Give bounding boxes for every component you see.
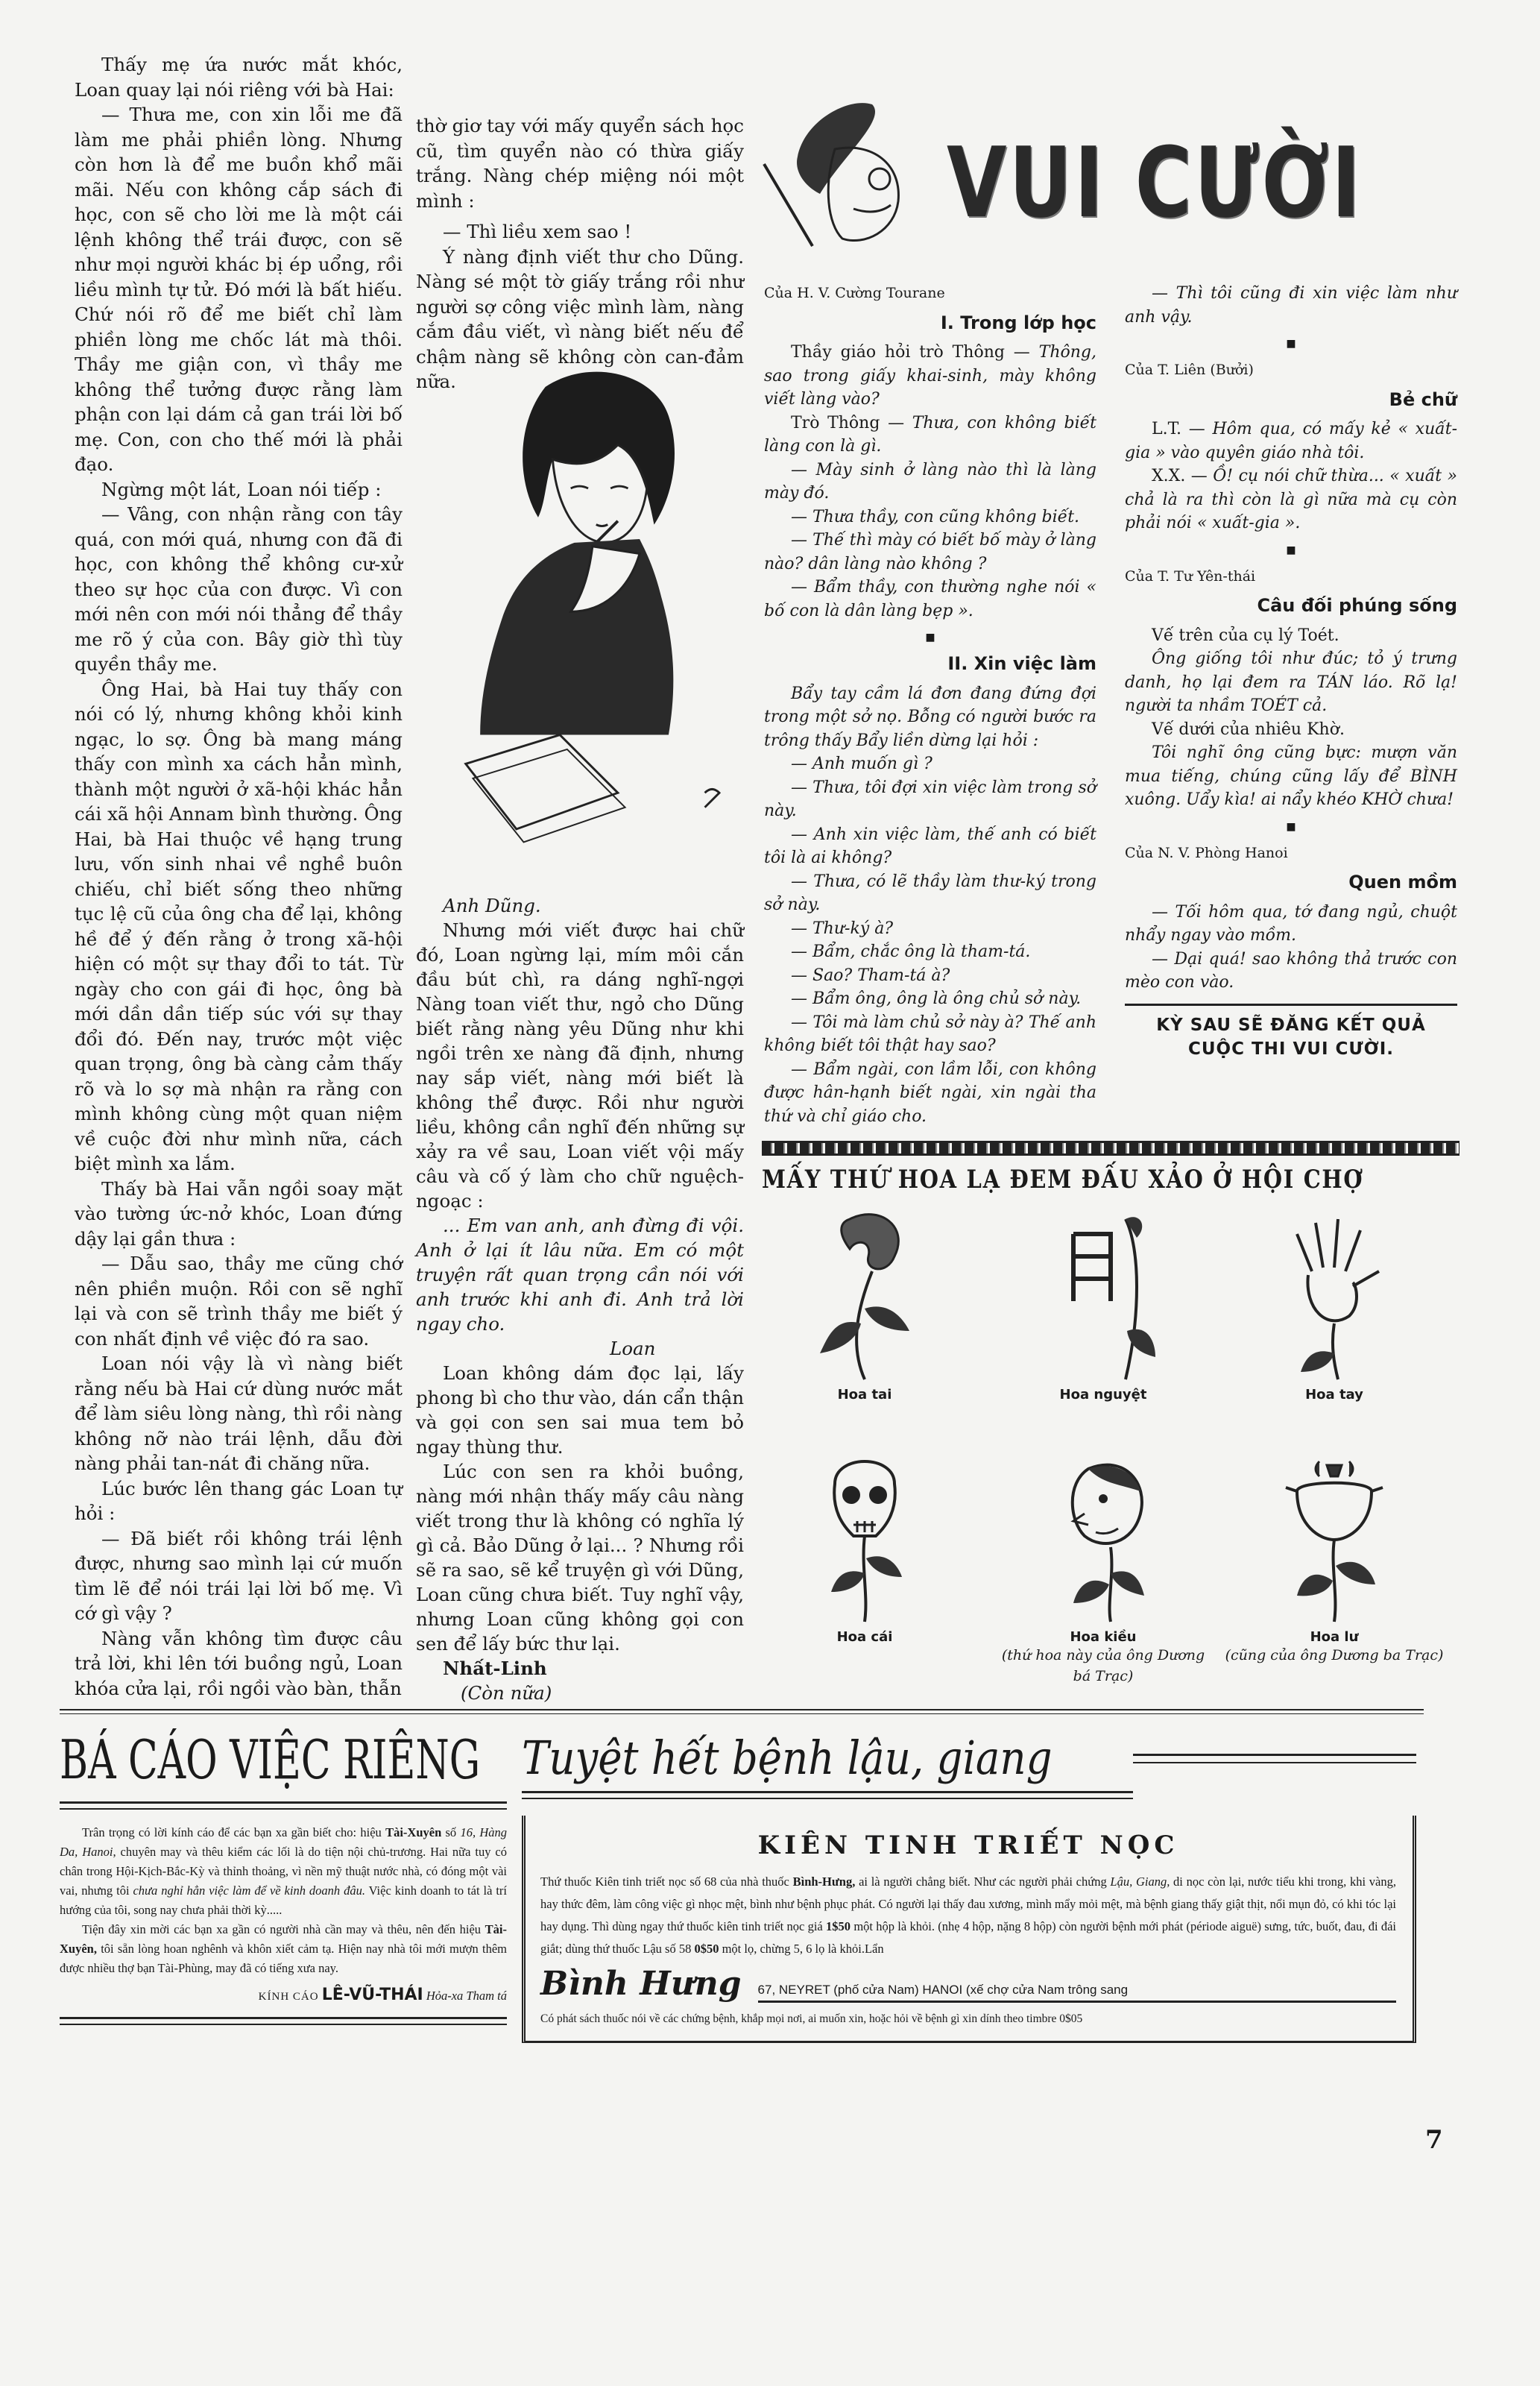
section-divider bbox=[60, 1709, 1424, 1714]
story-column-1 bbox=[75, 52, 403, 1701]
dialogue: Thông, sao trong giấy khai-sinh, mày không viết làng vào? bbox=[764, 343, 1096, 409]
medicine-ad bbox=[522, 1728, 1416, 2043]
flower-label: Hoa kiều bbox=[1070, 1629, 1137, 1645]
flowers-title: MẤY THỨ HOA LẠ ĐEM ĐẤU XẢO Ở HỘI CHỢ bbox=[762, 1165, 1364, 1194]
joke-line: — Thưa thầy, con cũng không biết. bbox=[791, 507, 1080, 526]
face-flower-icon bbox=[1044, 1454, 1163, 1625]
letter-signature: Loan bbox=[610, 1338, 656, 1359]
joke-line: — Dại quá! sao không thả trước con mèo con vào. bbox=[1125, 949, 1457, 992]
brand-name: Bình Hưng bbox=[540, 1965, 742, 2003]
joke-byline: Của T. Liên (Bưởi) bbox=[1125, 362, 1254, 378]
joke-line bbox=[764, 412, 1096, 459]
divider bbox=[1125, 1004, 1457, 1006]
shop-name: Tài-Xuyên, bbox=[60, 1922, 507, 1956]
joke-title: I. Trong lớp học bbox=[940, 312, 1096, 333]
story-paragraph: thờ giơ tay với mấy quyển sách học cũ, tìm quyển nào có thừa giấy trắng. Nàng chép miệng nói một mình : bbox=[416, 115, 744, 212]
ad-body: Thứ thuốc Kiên tinh triết nọc số 68 của nhà thuốc Bình-Hưng, ai là người chẳng biết. Như các người phải chứng Lậu, Giang, di nọc còn lại, nước tiểu khi trong, khi vàng, hay thức đêm, làm công việc gì nhọc mệt, bình như bệnh phục phát. Có người lại thấy đau xương, mình mẩy mỏi mệt, mà bệnh giang thấy giật thịt, nổi mụn đỏ, có khi tóc lại hay dụng. Thì dùng ngay thứ thuốc kiên tinh triết nọc giá 1$50 một hộp là khỏi. (nhẹ 4 hộp, nặng 8 hộp) còn người bệnh mới phát (période aiguë) sưng, tức, buốt, đau, đi đái giắt; dùng thứ thuốc Lậu số 58 0$50 một lọ, chừng 5, 6 lọ là khỏi.Lẩn bbox=[540, 1875, 1397, 1956]
story-column-2-top bbox=[416, 113, 744, 394]
story-paragraph: — Đã biết rồi không trái lệnh được, nhưng sao mình lại cứ muốn tìm lẽ để nói trái lại lời bố mẹ. Vì cớ gì vậy ? bbox=[75, 1527, 403, 1624]
to-be-continued: (Còn nữa) bbox=[461, 1682, 552, 1704]
joke-line bbox=[764, 341, 1096, 412]
moon-character-flower-icon bbox=[1044, 1204, 1163, 1383]
flower-item bbox=[1222, 1454, 1446, 1666]
story-paragraph: Loan nói vậy là vì nàng biết rằng nếu bà Hai cứ dùng nước mắt để làm siêu lòng nàng, thì rồi nàng không nỡ nào trái lệnh, dẫu đời nàng phải tan-nát đi chăng nữa. bbox=[75, 1353, 403, 1474]
dialogue: Thưa, con không biết làng con là gì. bbox=[764, 413, 1097, 456]
joke-byline: Của T. Tư Yên-thái bbox=[1125, 567, 1256, 585]
ear-flower-icon bbox=[805, 1204, 924, 1383]
speaker: X.X. — bbox=[1152, 467, 1208, 485]
story-paragraph: — Dẫu sao, thầy me cũng chớ nên phiền muộn. Rồi con sẽ nghĩ lại và con sẽ trình thầy me biết ý con nhất định về việc đó ra sao. bbox=[75, 1253, 403, 1350]
ad-footer: Có phát sách thuốc nói về các chứng bệnh, khắp mọi nơi, ai muốn xin, hoặc hỏi về bệnh gì xin dính theo timbre 0$05 bbox=[540, 2012, 1083, 2025]
story-paragraph: — Thì liều xem sao ! bbox=[443, 221, 632, 242]
joke-line: Bẩy tay cầm lá đơn đang đứng đợi trong một sở nọ. Bỗng có người bước ra trông thấy Bẩy liền dừng lại hỏi : bbox=[764, 684, 1096, 750]
story-paragraph: — Thưa me, con xin lỗi me đã làm me phải phiền lòng. Nhưng còn hơn là để me buồn khổ mãi mãi. Nếu con không cắp sách đi học, con sẽ cho lời me là một cái lệnh không thể trái được, con sẽ như mọi người khác bị ép uổng, rồi liều mình tự tử. Đó mới là bất hiếu. Chứ nói rõ để me biết chỉ làm phiền lòng me chốc lát mà thôi. Thầy me giận con, vì thầy me không thể tưởng được rằng làm phận con lại dám cả gan trái lời bố mẹ. Con, con cho thế mới là phải đạo. bbox=[75, 104, 403, 475]
joke-line: — Thưa, tôi đợi xin việc làm trong sở này. bbox=[764, 778, 1096, 820]
decorative-border bbox=[762, 1141, 1459, 1156]
notice-line: CUỘC THI VUI CƯỜI. bbox=[1187, 1039, 1395, 1059]
flower-item bbox=[753, 1204, 976, 1403]
divider bbox=[522, 1791, 1133, 1799]
separator-square-icon: ■ bbox=[925, 632, 935, 643]
story-paragraph: Ngừng một lát, Loan nói tiếp : bbox=[101, 478, 382, 500]
story-paragraph: Ý nàng định viết thư cho Dũng. Nàng sé một tờ giấy trắng rồi như người sợ công việc mình làm, nàng cắm đầu viết, vì nàng biết nếu để chậm nàng sẽ không còn can-đảm nữa. bbox=[416, 245, 744, 392]
story-paragraph: Thấy mẹ ứa nước mắt khóc, Loan quay lại nói riêng với bà Hai: bbox=[75, 54, 403, 101]
story-paragraph: Lúc bước lên thang gác Loan tự hỏi : bbox=[75, 1477, 403, 1524]
notice-line: KỲ SAU SẼ ĐĂNG KẾT QUẢ bbox=[1156, 1015, 1426, 1035]
story-paragraph: — Vâng, con nhận rằng con tây quá, con mới quá, nhưng con đã đi học, con không thể không cư-xử theo sự học của con được. Vì con mới nên con mới nói thẳng để thầy me rõ ý của con. Bây giờ thì tùy quyền thầy me. bbox=[75, 503, 403, 675]
flower-label: Hoa tay bbox=[1305, 1387, 1363, 1403]
separator-square-icon: ■ bbox=[1286, 544, 1296, 556]
speaker: Trò Thông — bbox=[791, 413, 905, 432]
separator-square-icon: ■ bbox=[1286, 338, 1296, 350]
joke-line: — Bẩm, chắc ông là tham-tá. bbox=[791, 942, 1031, 961]
ad-headline bbox=[522, 1728, 1133, 1788]
couplet-text: Ông giống tôi như đúc; tỏ ý trưng danh, họ lại đem ra TÁN láo. Rõ lạ! người ta nhầm TOÉT cả. bbox=[1125, 649, 1457, 715]
letter-salutation: Anh Dũng. bbox=[443, 895, 541, 916]
story-paragraph: Loan không dám đọc lại, lấy phong bì cho thư vào, dán cẩn thận và gọi con sen sai mua tem bỏ ngay thùng thư. bbox=[416, 1362, 744, 1458]
joke-title: Quen mồm bbox=[1348, 872, 1457, 893]
vui-cuoi-logo: VUI CƯỜI bbox=[947, 126, 1363, 239]
price: 1$50 bbox=[826, 1919, 851, 1933]
joke-line: — Bẩm thầy, con thường nghe nói « bố con là dân làng bẹp ». bbox=[764, 578, 1096, 620]
dialogue: Hôm qua, có mấy kẻ « xuất-gia » vào quyên giáo nhà tôi. bbox=[1125, 420, 1457, 462]
story-paragraph: Nhưng mới viết được hai chữ đó, Loan ngừng lại, mím môi cắn đầu bút chì, ra dáng nghĩ-ngợi Nàng toan viết thư, ngỏ cho Dũng biết rằng nàng yêu Dũng như khi ngồi trên xe nàng đã định, nhưng nay sắp viết, nàng mới biết là không thể được. Rồi như người liều, không cần nghĩ đến những sự xảy ra về sau, Loan viết vội mấy câu và cố ý làm cho chữ nguệch-ngoạc : bbox=[416, 919, 744, 1212]
story-paragraph: Ông Hai, bà Hai tuy thấy con nói có lý, nhưng không khỏi kinh ngạc, lo sợ. Ông bà mang máng thấy con mình xa cách hẳn mình, thành một người ở xã-hội khác hẳn cái xã hội Annam bình thường. Ông Hai, bà Hai thuộc về hạng trung lưu, vốn sinh nhai về nghề buôn chiếu, chỉ biết sống theo những tục lệ cũ của ông cha để lại, không hề để ý đến rằng ở trong xã-hội hiện có một sự thay đổi to tát. Từ ngày cho con gái đi học, ông bà mới dần dần tiếp súc với sự thay đổi đó. Đến nay, trước một việc quan trọng, ông bà càng cảm thấy rõ và lo sợ mà nhận ra rằng con mình không cùng một quan niệm về cuộc đời như mình nữa, cách biệt mình xa lắm. bbox=[75, 678, 403, 1174]
letter-body: ... Em van anh, anh đừng đi vội. Anh ở lại ít lâu nữa. Em có một truyện rất quan trọng cần nói với anh trước khi anh đi. Anh trả lời ngay cho. bbox=[416, 1215, 744, 1335]
jokes-columns bbox=[764, 282, 1457, 1132]
flower-item bbox=[753, 1454, 976, 1645]
joke-line: — Sao? Tham-tá à? bbox=[791, 966, 950, 985]
joke-line: — Thì tôi cũng đi xin việc làm như anh vậy. bbox=[1125, 284, 1457, 327]
joke-line: — Tối hôm qua, tớ đang ngủ, chuột nhẩy ngay vào mồm. bbox=[1125, 902, 1457, 945]
joke-line: — Mày sinh ở làng nào thì là làng mày đó. bbox=[764, 460, 1096, 503]
divider bbox=[1133, 1754, 1416, 1763]
separator-square-icon: ■ bbox=[1286, 820, 1296, 833]
story-column-2-bottom bbox=[416, 893, 744, 1705]
divider bbox=[60, 2017, 507, 2025]
ad-box bbox=[522, 1816, 1416, 2043]
flower-caption: (cũng của ông Dương ba Trạc) bbox=[1225, 1647, 1444, 1663]
joke-line: — Anh muốn gì ? bbox=[791, 755, 932, 773]
flower-label: Hoa tai bbox=[837, 1387, 892, 1403]
couplet-text: Tôi nghĩ ông cũng bực: mượn văn mua tiếng, chúng cũng lấy để BÌNH xuông. Uẩy kìa! ai nẩy khéo KHỜ chưa! bbox=[1125, 743, 1457, 809]
ad-signature: KÍNH CÁO LÊ-VŨ-THÁI Hỏa-xa Tham tá bbox=[258, 1986, 507, 2004]
joke-line: — Bẩm ngài, con lầm lỗi, con không được hân-hạnh biết ngài, xin ngài tha thứ và chỉ giáo cho. bbox=[764, 1060, 1096, 1126]
story-paragraph: Thấy bà Hai vẫn ngồi soay mặt vào tường ức-nở khóc, Loan đứng dậy lại gần thưa : bbox=[75, 1177, 403, 1250]
ad-paragraph: Tiện đây xin mời các bạn xa gần có người nhà cần may và thêu, nên đến hiệu Tài-Xuyên, tôi sẵn lòng hoan nghênh và khôn xiết cảm tạ. Hiện nay nhà tôi mới mượn thêm được nhiều thợ bạn Tài-Phùng, may đã có tiếng xưa nay. bbox=[60, 1922, 507, 1975]
joke-line bbox=[1125, 465, 1457, 535]
flower-item bbox=[991, 1204, 1215, 1403]
couplet-label: Vế trên của cụ lý Toét. bbox=[1152, 626, 1339, 645]
brand-address: 67, NEYRET (phố cửa Nam) HANOI (xế chợ cửa Nam trông sang bbox=[758, 1983, 1396, 2003]
author-signature: Nhất-Linh bbox=[443, 1658, 547, 1679]
story-paragraph: Lúc con sen ra khỏi buồng, nàng mới nhận thấy mấy câu nàng viết trong thư là không có nghĩa lý gì cả. Bảo Dũng ở lại... ? Nhưng rồi sẽ ra sao, sẽ kể truyện gì với Dũng, Loan cũng chưa biết. Tuy nghĩ vậy, nhưng Loan cũng không gọi con sen để lấy bức thư lại. bbox=[416, 1461, 744, 1655]
flower-item bbox=[1222, 1204, 1446, 1403]
flower-item bbox=[991, 1454, 1215, 1687]
vui-cuoi-header bbox=[760, 89, 1461, 268]
dialogue: Ồ! cụ nói chữ thừa... « xuất » chả là ra thì còn là gì nữa mà cụ còn phải nói « xuất-gia ». bbox=[1125, 467, 1457, 532]
ad-headline-text: Tuyệt hết bệnh lậu, giang bbox=[522, 1731, 1053, 1785]
flower-label: Hoa nguyệt bbox=[1059, 1387, 1147, 1403]
private-notice-ad bbox=[60, 1722, 507, 2025]
joke-title: Câu đối phúng sống bbox=[1257, 595, 1457, 616]
cartoon-face-icon bbox=[760, 97, 939, 254]
joke-title: II. Xin việc làm bbox=[947, 653, 1096, 674]
price: 0$50 bbox=[694, 1942, 719, 1956]
product-name: KIÊN TINH TRIẾT NỌC bbox=[757, 1831, 1179, 1860]
flower-caption: (thứ hoa này của ông Dương bá Trạc) bbox=[1001, 1647, 1205, 1684]
joke-line: — Thưa, có lẽ thầy làm thư-ký trong sở này. bbox=[764, 872, 1096, 914]
joke-line: — Thư-ký à? bbox=[791, 919, 894, 938]
story-paragraph: Nàng vẫn không tìm được câu trả lời, khi lên tới buồng ngủ, Loan khóa cửa lại, rồi ngồi vào bàn, thẫn bbox=[75, 1627, 403, 1699]
joke-line: — Bẩm ông, ông là ông chủ sở này. bbox=[791, 989, 1082, 1008]
ad-paragraph: Trân trọng có lời kính cáo để các bạn xa gần biết cho: hiệu Tài-Xuyên số 16, Hàng Da, Hanoi, chuyên may và thêu kiểm các lối là do tiện nội chủ-trương. Hai nữa tuy có chân trong Hội-Kịch-Bắc-Kỳ và thỉnh thoảng, vì nền mỹ thuật nước nhà, có đóng một vài vai, nhưng tôi chưa nghỉ hẳn việc làm để về kinh doanh đâu. Việc kinh doanh to tát là trí hướng của tôi, song nay chưa phải thời kỳ..... bbox=[60, 1825, 508, 1917]
flower-label: Hoa cái bbox=[836, 1629, 893, 1645]
speaker: Thầy giáo hỏi trò Thông — bbox=[791, 343, 1030, 362]
joke-line: — Anh xin việc làm, thế anh có biết tôi là ai không? bbox=[764, 825, 1096, 867]
joke-line bbox=[1125, 418, 1457, 465]
flower-label: Hoa lư bbox=[1310, 1629, 1359, 1645]
couplet-label: Vế dưới của nhiêu Khờ. bbox=[1152, 720, 1345, 739]
shop-address: 16, Hàng Da, Hanoi bbox=[60, 1825, 508, 1859]
joke-line: — Thế thì mày có biết bố mày ở làng nào? dân làng nào không ? bbox=[764, 531, 1096, 573]
ad-title: BÁ CÁO VIỆC RIÊNG bbox=[60, 1728, 481, 1791]
joke-line: — Tôi mà làm chủ sở này à? Thế anh không biết tôi thật hay sao? bbox=[764, 1013, 1096, 1055]
hand-flower-icon bbox=[1275, 1204, 1394, 1383]
contest-notice bbox=[1125, 1013, 1457, 1061]
pot-flower-icon bbox=[1275, 1454, 1394, 1625]
joke-byline: Của N. V. Phòng Hanoi bbox=[1125, 844, 1288, 861]
speaker: L.T. — bbox=[1152, 420, 1205, 438]
joke-title: Bẻ chữ bbox=[1389, 388, 1457, 410]
woman-writing-illustration bbox=[432, 358, 745, 880]
page-number: 7 bbox=[1425, 2125, 1443, 2155]
shop-name: Tài-Xuyên bbox=[385, 1825, 442, 1839]
joke-byline: Của H. V. Cường Tourane bbox=[764, 285, 945, 301]
skull-flower-icon bbox=[805, 1454, 924, 1625]
divider bbox=[60, 1801, 507, 1810]
